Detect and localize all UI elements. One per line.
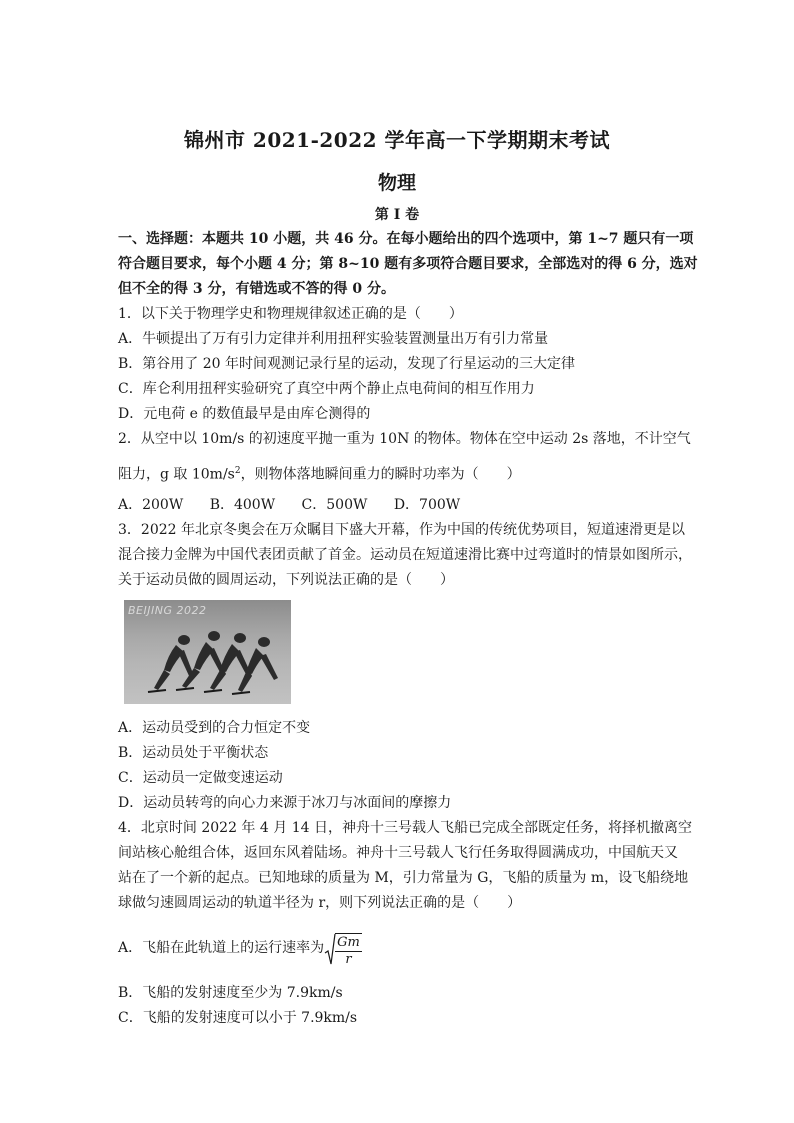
q3-option-d: D．运动员转弯的向心力来源于冰刀与冰面间的摩擦力 — [118, 795, 452, 811]
q3-stem-line-2: 混合接力金牌为中国代表团贡献了首金。运动员在短道速滑比赛中过弯道时的情景如图所示， — [118, 547, 692, 563]
q2-stem-line-2-post: ，则物体落地瞬间重力的瞬时功率为（ ） — [240, 466, 521, 483]
speed-skating-photo — [124, 600, 291, 704]
q4-option-b: B．飞船的发射速度至少为 7.9km/s — [118, 985, 343, 1001]
fraction-denominator: r — [345, 951, 352, 967]
q4-stem-line-3: 站在了一个新的起点。已知地球的质量为 M，引力常量为 G，飞船的质量为 m，设飞船绕地 — [118, 870, 689, 886]
q2-options — [118, 495, 678, 515]
q4-stem-line-1: 4．北京时间 2022 年 4 月 14 日，神舟十三号载人飞船已完成全部既定任务，将择机撤离空 — [118, 820, 692, 836]
section-instructions-line-3: 但不全的得 3 分，有错选或不答的得 0 分。 — [118, 281, 395, 297]
q3-option-a: A．运动员受到的合力恒定不变 — [118, 720, 311, 736]
exam-title: 锦州市 2021-2022 学年高一下学期期末考试 — [183, 128, 611, 152]
q3-option-c: C．运动员一定做变速运动 — [118, 770, 283, 786]
q2-stem-line-2 — [118, 461, 678, 485]
section-instructions-line-2: 符合题目要求，每个小题 4 分；第 8~10 题有多项符合题目要求，全部选对的得 6 分，选对 — [118, 256, 698, 272]
skaters-illustration — [124, 600, 291, 704]
q2-stem-superscript: 2 — [234, 466, 241, 476]
q2-option-b: B．400W — [209, 497, 276, 513]
q4-option-a-text: A．飞船在此轨道上的运行速率为 — [118, 940, 325, 956]
q1-option-b: B．第谷用了 20 年时间观测记录行星的运动，发现了行星运动的三大定律 — [118, 356, 576, 372]
q3-option-b: B．运动员处于平衡状态 — [118, 745, 269, 761]
section-instructions-line-1: 一、选择题：本题共 10 小题，共 46 分。在每小题给出的四个选项中，第 1~7 题只有一项 — [118, 231, 694, 247]
q2-option-a: A．200W — [118, 497, 184, 513]
sqrt-expression — [324, 932, 362, 968]
q2-option-c: C．500W — [301, 497, 368, 513]
q1-stem: 1．以下关于物理学史和物理规律叙述正确的是（ ） — [118, 306, 463, 322]
q2-stem-line-2-pre: 阻力，g 取 10m/s — [118, 466, 235, 483]
q4-stem-line-2: 间站核心舱组合体，返回东风着陆场。神舟十三号载人飞行任务取得圆满成功，中国航天又 — [118, 845, 678, 861]
subject-title: 物理 — [377, 172, 416, 194]
q4-option-c: C．飞船的发射速度可以小于 7.9km/s — [118, 1010, 358, 1026]
q1-option-d: D．元电荷 e 的数值最早是由库仑测得的 — [118, 406, 371, 422]
volume-label: 第 I 卷 — [374, 207, 420, 223]
fraction-numerator: Gm — [337, 934, 360, 950]
q4-option-a — [118, 930, 678, 966]
q2-stem-line-1: 2．从空中以 10m/s 的初速度平抛一重为 10N 的物体。物体在空中运动 2s 落地，不计空气 — [118, 431, 691, 447]
q1-option-c: C．库仑利用扭秤实验研究了真空中两个静止点电荷间的相互作用力 — [118, 381, 535, 397]
q3-stem-line-1: 3．2022 年北京冬奥会在万众瞩目下盛大开幕，作为中国的传统优势项目，短道速滑更是以 — [118, 522, 685, 538]
q3-stem-line-3: 关于运动员做的圆周运动，下列说法正确的是（ ） — [118, 572, 454, 588]
q2-option-d: D．700W — [393, 497, 461, 513]
photo-caption: BEIJING 2022 — [128, 604, 207, 617]
q4-stem-line-4: 球做匀速圆周运动的轨道半径为 r，则下列说法正确的是（ ） — [118, 895, 522, 911]
q1-option-a: A．牛顿提出了万有引力定律并利用扭秤实验装置测量出万有引力常量 — [118, 331, 549, 347]
fraction — [335, 933, 362, 968]
